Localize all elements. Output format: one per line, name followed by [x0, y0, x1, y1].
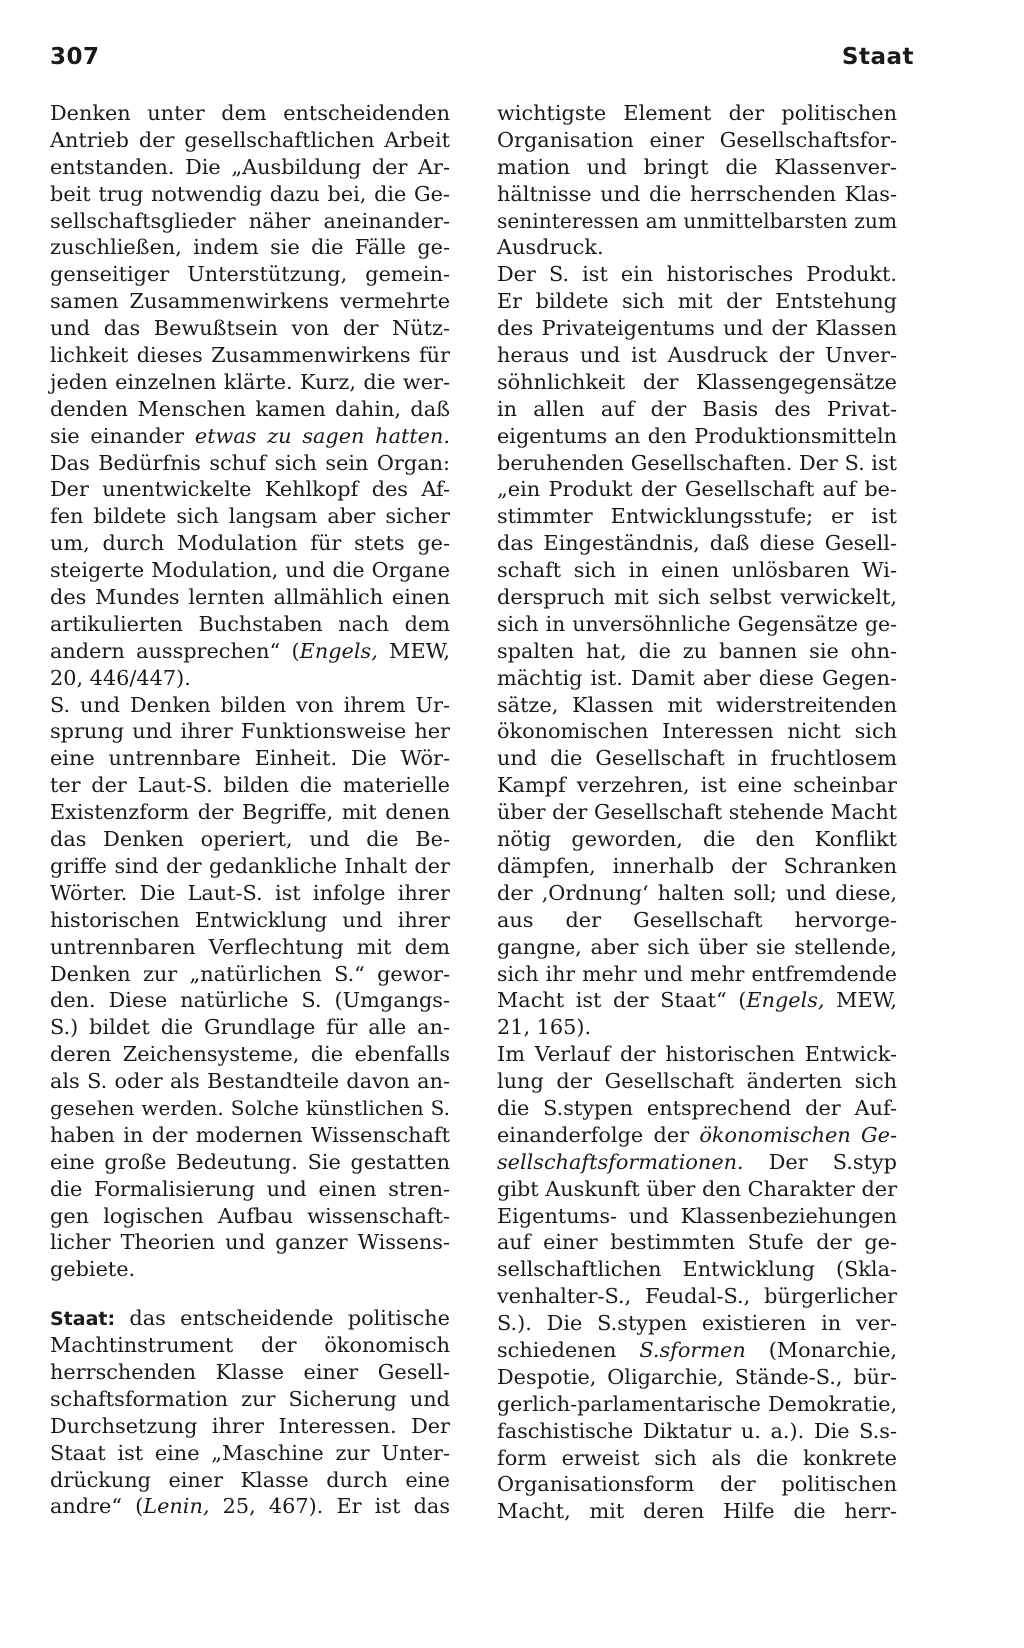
text-line: lichkeit dieses Zusammenwirkens für — [50, 343, 450, 368]
cross-reference: sellschaftsformationen. — [497, 1149, 744, 1174]
text-line: des Privateigentums und der Klassen — [497, 316, 897, 341]
text-line: Antrieb der gesellschaftlichen Arbeit — [50, 127, 450, 152]
text-line: Durchsetzung ihrer Interessen. Der — [50, 1413, 450, 1438]
paragraph-gap — [50, 1283, 450, 1305]
text-line: Organisation einer Gesellschaftsfor- — [497, 127, 897, 152]
text-line: und das Bewußtsein von der Nütz- — [50, 316, 450, 341]
text-line: Denken unter dem entscheidenden — [50, 101, 450, 125]
text-fragment: schiedenen — [497, 1337, 640, 1362]
text-fragment: einanderfolge der — [497, 1122, 700, 1147]
text-line: artikulierten Buchstaben nach dem — [50, 611, 450, 636]
text-line: heraus und ist Ausdruck der Unver- — [497, 343, 897, 368]
text-line: die Formalisierung und einen stren- — [50, 1176, 450, 1201]
text-line: zuschließen, indem sie die Fälle ge- — [50, 235, 450, 260]
text-line — [497, 987, 897, 1014]
entry-headword: Staat: — [50, 1308, 116, 1331]
text-line: gebiete. — [50, 1257, 136, 1282]
text-line: Eigentums- und Klassenbeziehungen — [497, 1203, 897, 1228]
text-fragment: 25, 467). Er ist das — [209, 1494, 450, 1519]
text-line — [497, 1122, 897, 1149]
text-line: den. Diese natürliche S. (Umgangs- — [50, 988, 450, 1013]
author-citation: Engels, — [299, 638, 378, 663]
text-line: lung der Gesellschaft änderten sich — [497, 1069, 897, 1094]
text-line: entstanden. Die „Ausbildung der Ar- — [50, 154, 450, 179]
text-line: auf einer bestimmten Stufe der ge- — [497, 1230, 897, 1255]
text-line: herrschenden Klasse einer Gesell- — [50, 1359, 450, 1384]
text-line: haben in der modernen Wissenschaft — [50, 1122, 450, 1147]
text-line: fen bildete sich langsam aber sicher — [50, 504, 450, 529]
text-line: Ausdruck. — [497, 235, 604, 260]
text-line: drückung einer Klasse durch eine — [50, 1467, 450, 1492]
text-line: Der S. ist ein historisches Produkt. — [497, 262, 897, 287]
text-line: gangne, aber sich über sie stellende, — [497, 934, 897, 959]
text-line: steigerte Modulation, und die Organe — [50, 558, 450, 583]
text-line: form erweist sich als die konkrete — [497, 1445, 897, 1470]
text-line: um, durch Modulation für stets ge- — [50, 531, 450, 556]
text-line: hältnisse und die herrschenden Klas- — [497, 181, 897, 206]
text-line: eine große Bedeutung. Sie gestatten — [50, 1149, 450, 1174]
italic-phrase: etwas zu sagen hatten. — [194, 423, 450, 448]
text-line: Wörter. Die Laut-S. ist infolge ihrer — [50, 880, 450, 905]
text-line: nötig geworden, die den Konflikt — [497, 827, 897, 852]
text-line: 21, 165). — [497, 1015, 592, 1040]
text-line: sätze, Klassen mit widerstreitenden — [497, 692, 897, 717]
text-fragment: Der S.styp — [743, 1149, 897, 1174]
text-line: sich in unversöhnliche Gegensätze ge- — [497, 611, 897, 636]
text-line: dämpfen, innerhalb der Schranken — [497, 853, 897, 878]
text-line: spalten hat, die zu bannen sie ohn- — [497, 638, 897, 663]
left-column — [50, 100, 450, 1520]
text-line: in allen auf der Basis des Privat- — [497, 396, 897, 421]
text-line: eigentums an den Produktionsmitteln — [497, 423, 897, 448]
text-line — [497, 1337, 897, 1364]
text-line: Er bildete sich mit der Entstehung — [497, 289, 897, 314]
text-line — [497, 1149, 897, 1176]
text-line: derspruch mit sich selbst verwickelt, — [497, 585, 897, 610]
text-fragment: (Monarchie, — [745, 1337, 898, 1362]
text-line: gibt Auskunft über den Charakter der — [497, 1176, 898, 1201]
text-line: eine untrennbare Einheit. Die Wör- — [50, 746, 450, 771]
text-line: denden Menschen kamen dahin, daß — [50, 396, 450, 421]
text-line: gen logischen Aufbau wissenschaft- — [50, 1203, 450, 1228]
text-line: des Mundes lernten allmählich einen — [50, 585, 450, 610]
text-line: Kampf verzehren, ist eine scheinbar — [497, 773, 897, 798]
text-line: genseitiger Unterstützung, gemein- — [50, 262, 450, 287]
text-line: das Denken operiert, und die Be- — [50, 827, 450, 852]
text-fragment: MEW, — [377, 638, 450, 663]
text-line: ökonomischen Interessen nicht sich — [497, 719, 897, 744]
text-line: der ‚Ordnung‘ halten soll; und diese, — [497, 880, 897, 905]
text-line: faschistische Diktatur u. a.). Die S.s- — [497, 1418, 897, 1443]
text-line — [50, 638, 450, 665]
text-line: sellschaftsglieder näher aneinander- — [50, 208, 450, 233]
text-line: licher Theorien und ganzer Wissens- — [50, 1230, 450, 1255]
text-line: S.). Die S.stypen existieren in ver- — [497, 1311, 897, 1336]
text-line: Das Bedürfnis schuf sich sein Organ: — [50, 450, 450, 475]
cross-reference: ökonomischen Ge- — [699, 1122, 897, 1147]
text-line: söhnlichkeit der Klassengegensätze — [497, 369, 897, 394]
author-citation: Engels, — [746, 988, 825, 1013]
entry-start-line — [50, 1305, 450, 1332]
text-line: jeden einzelnen klärte. Kurz, die wer- — [50, 369, 450, 394]
text-line: Despotie, Oligarchie, Stände-S., bür- — [497, 1364, 897, 1389]
text-fragment: Macht ist der Staat“ ( — [497, 988, 747, 1013]
text-fragment: andre“ ( — [50, 1494, 144, 1519]
text-line: mächtig ist. Damit aber diese Gegen- — [497, 665, 897, 690]
text-line: „ein Produkt der Gesellschaft auf be- — [497, 477, 897, 502]
text-line: mation und bringt die Klassenver- — [497, 154, 897, 179]
text-line: aus der Gesellschaft hervorge- — [497, 907, 897, 932]
text-line: S.) bildet die Grundlage für alle an- — [50, 1015, 450, 1040]
text-line: Organisationsform der politischen — [497, 1472, 897, 1497]
text-line: Machtinstrument der ökonomisch — [50, 1333, 450, 1358]
text-line: Staat ist eine „Maschine zur Unter- — [50, 1440, 450, 1465]
text-line: Macht, mit deren Hilfe die herr- — [497, 1499, 897, 1524]
text-line: gerlich-parlamentarische Demokratie, — [497, 1391, 897, 1416]
text-line: Denken zur „natürlichen S.“ gewor- — [50, 961, 450, 986]
text-line: über der Gesellschaft stehende Macht — [497, 800, 897, 825]
text-line: gesehen werden. Solche künstlichen S. — [50, 1095, 450, 1120]
text-line: S. und Denken bilden von ihrem Ur- — [50, 692, 450, 717]
text-line: Existenzform der Begriffe, mit denen — [50, 800, 450, 825]
text-line: sprung und ihrer Funktionsweise her — [50, 719, 450, 744]
text-line — [50, 1493, 450, 1520]
text-line: das Eingeständnis, daß diese Gesell- — [497, 531, 897, 556]
cross-reference: S.sformen — [639, 1337, 746, 1362]
text-line: seninteressen am unmittelbarsten zum — [497, 208, 897, 233]
text-line: untrennbaren Verflechtung mit dem — [50, 934, 450, 959]
text-line: stimmter Entwicklungsstufe; er ist — [497, 504, 897, 529]
text-fragment: sie einander — [50, 423, 195, 448]
text-line: deren Zeichensysteme, die ebenfalls — [50, 1042, 450, 1067]
text-line: und die Gesellschaft in fruchtlosem — [497, 746, 897, 771]
text-line — [50, 423, 450, 450]
right-column — [497, 100, 897, 1525]
text-line: sellschaftlichen Entwicklung (Skla- — [497, 1257, 897, 1282]
text-fragment: das entscheidende politische — [115, 1306, 450, 1331]
text-line: griffe sind der gedankliche Inhalt der — [50, 853, 450, 878]
text-line: Der unentwickelte Kehlkopf des Af- — [50, 477, 450, 502]
author-citation: Lenin, — [143, 1494, 210, 1519]
text-fragment: andern aussprechen“ ( — [50, 638, 300, 663]
text-line: schaftsformation zur Sicherung und — [50, 1386, 450, 1411]
text-line: die S.stypen entsprechend der Auf- — [497, 1095, 897, 1120]
text-line: Im Verlauf der historischen Entwick- — [497, 1042, 897, 1067]
page-number: 307 — [50, 44, 100, 70]
text-line: samen Zusammenwirkens vermehrte — [50, 289, 450, 314]
text-line: als S. oder als Bestandteile davon an- — [50, 1069, 450, 1094]
text-line: venhalter-S., Feudal-S., bürgerlicher — [497, 1284, 897, 1309]
running-title: Staat — [841, 44, 914, 70]
text-line: beit trug notwendig dazu bei, die Ge- — [50, 181, 450, 206]
text-fragment: MEW, — [824, 988, 897, 1013]
text-line: historischen Entwicklung und ihrer — [50, 907, 450, 932]
text-line: schaft sich in einen unlösbaren Wi- — [497, 558, 897, 583]
text-line: ter der Laut-S. bilden die materielle — [50, 773, 450, 798]
text-line: sich ihr mehr und mehr entfremdende — [497, 961, 897, 986]
text-line: beruhenden Gesellschaften. Der S. ist — [497, 450, 897, 475]
text-line: wichtigste Element der politischen — [497, 101, 897, 125]
text-line: 20, 446/447). — [50, 665, 191, 690]
